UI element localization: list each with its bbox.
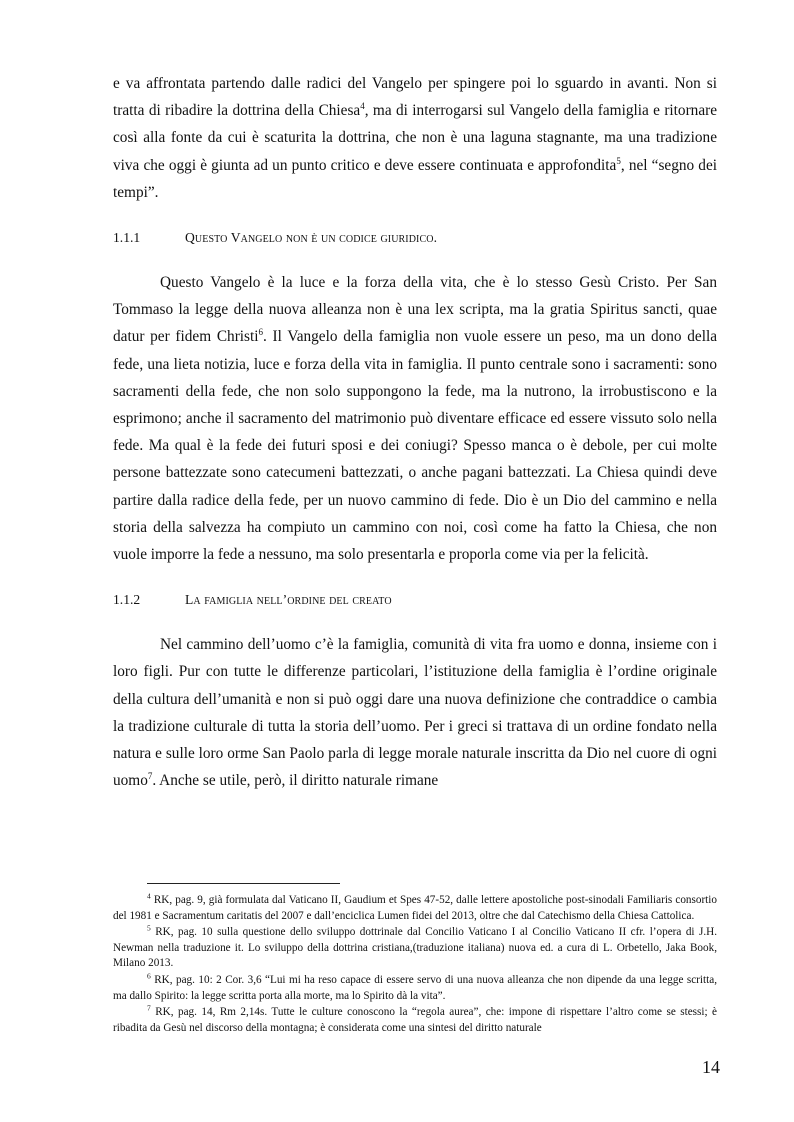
footnote-7: $^7$ RK, pag. 14, Rm 2,14s. Tutte le culture conoscono la “regola aurea”, che: impone di rispettare l’altro come se stessi; è ribadita da Gesù nel discorso della montagna; è considerata come una sintesi del diritto naturale — [113, 1003, 718, 1034]
footnote-ref-7[interactable]: 7 — [147, 771, 153, 782]
section-number: 1.1.1 — [113, 230, 141, 246]
footnote-separator — [147, 883, 340, 884]
footnote-ref-5[interactable]: 5 — [616, 155, 621, 166]
paragraph-famiglia: Nel cammino dell’uomo c’è la famiglia, comunità di vita fra uomo e donna, insieme con i loro figli. Pur con tutte le differenze particolari, l’istituzione della famiglia è l’ordine originale della cultura dell’umanità e non si può oggi dare una nuova definizione che contraddice o cambia la tradizione culturale di tutta la storia dell’uomo. Per i greci si trattava di un ordine fondato nella natura e sulle loro orme San Paolo parla di legge morale naturale inscritta da Dio nel cuore di ogni uomo$^7$. Anche se utile, però, il diritto naturale rimane — [113, 636, 717, 790]
page-number: 14 — [702, 1057, 720, 1077]
paragraph-vangelo: Questo Vangelo è la luce e la forza della vita, che è lo stesso Gesù Cristo. Per San Tommaso la legge della nuova alleanza non è una lex scripta, ma la gratia Spiritus sancti, quae datur per fidem Christi$^6$. Il Vangelo della famiglia non vuole essere un peso, ma un dono della fede, una lieta notizia, luce e forza della vita in famiglia. Il punto centrale sono i sacramenti: sono sacramenti della fede, che non solo suppongono la fede, ma la nutrono, la irrobustiscono e la esprimono; anche il sacramento del matrimonio può diventare efficace ed essere vissuto solo nella fede. Ma qual è la fede dei futuri sposi e dei coniugi? Spesso manca o è debole, per cui molte persone battezzate sono catecumeni battezzati, o anche pagani battezzati. La Chiesa quindi deve partire dalla radice della fede, per un nuovo cammino di fede. Dio è un Dio del cammino e nella storia della salvezza ha compiuto un cammino con noi, così come ha fatto la Chiesa, che non vuole imporre la fede a nessuno, ma solo presentarla e proporla come via per la felicità. — [113, 274, 718, 564]
section-heading-1-1-2 — [113, 590, 717, 610]
footnotes — [113, 893, 717, 1037]
section-title: Questo Vangelo non è un codice giuridico. — [185, 230, 438, 246]
footnote-ref-4[interactable]: 4 — [360, 101, 365, 112]
section-heading-1-1-1 — [113, 228, 717, 248]
footnote-5: $^5$ RK, pag. 10 sulla questione dello sviluppo dottrinale dal Concilio Vaticano I al Concilio Vaticano II cfr. l’opera di J.H. Newman nella traduzione it. Lo sviluppo della dottrina cristiana,(traduzione italiana) nuova ed. a cura di L. Orbetello, Jaka Book, Milano 2013. — [113, 923, 718, 970]
section-number: 1.1.2 — [113, 592, 141, 608]
paragraph-intro: e va affrontata partendo dalle radici del Vangelo per spingere poi lo sguardo in avanti. Non si tratta di ribadire la dottrina della Chiesa$^4$, ma di interrogarsi sul Vangelo della famiglia e ritornare così alla fonte da cui è scaturita la dottrina, che non è una laguna stagnante, ma una tradizione viva che oggi è giunta ad un punto critico e deve essere continuata e approfondita$^5$, nel “segno dei tempi”. — [113, 75, 718, 201]
footnote-ref-6[interactable]: 6 — [258, 327, 263, 338]
footnote-6: $^6$ RK, pag. 10: 2 Cor. 3,6 “Lui mi ha reso capace di essere servo di una nuova alleanza che non dipende da una legge scritta, ma dallo Spirito: la legge scritta porta alla morte, ma lo Spirito dà la vita”. — [113, 971, 717, 1002]
page-body — [113, 70, 717, 794]
footnote-4: $^4$ RK, pag. 9, già formulata dal Vaticano II, Gaudium et Spes 47-52, dalle lettere apostoliche post-sinodali Familiaris consortio del 1981 e Sacramentum caritatis del 2007 e dall’enciclica Lumen fidei del 2013, oltre che dal Catechismo della Chiesa Cattolica. — [113, 891, 717, 922]
section-title: La famiglia nell’ordine del creato — [185, 592, 392, 608]
